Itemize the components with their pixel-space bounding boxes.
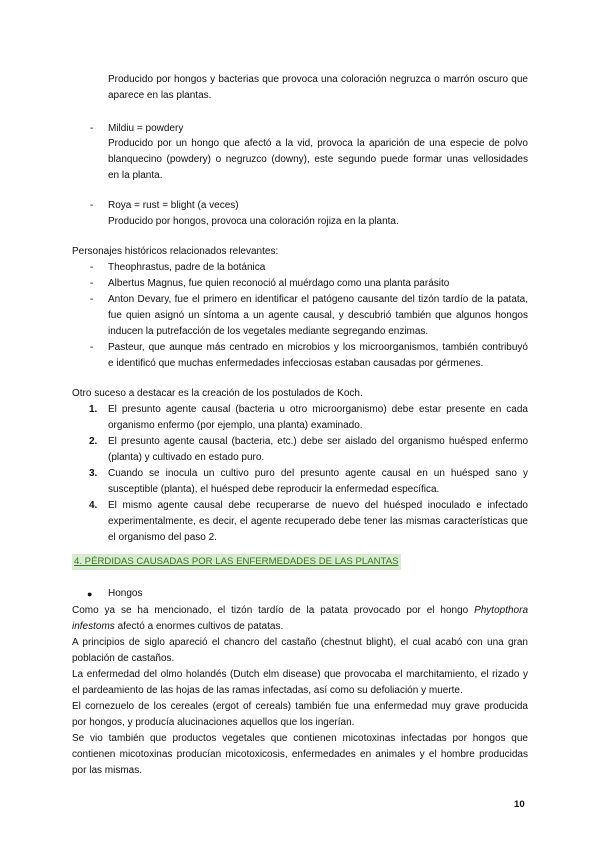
page-number: 10 [514,799,525,810]
historico-item: Pasteur, que aunque más centrado en microbios y los microorganismos, también contribuyó [108,342,528,353]
mildiu-text: Producido por un hongo que afectó a la vid, provoca la aparición de una especie de polvo [108,138,528,149]
koch-item: el organismo del paso 2. [108,532,217,543]
paragraph-line: por hongos, y producía alucinaciones aquellos que los ingerían. [72,717,355,728]
species-name: Phytopthora [474,605,529,616]
koch-item: El mismo agente causal debe recuperarse de nuevo del huésped inoculado e infectado [108,500,528,511]
historico-item: inducen la putrefacción de los vegetales mediante segregando enzimas. [108,326,429,337]
mildiu-title: Mildiu = powdery [108,123,184,134]
koch-number: 2. [89,436,98,447]
koch-item: Cuando se inocula un cultivo puro del presunto agente causal en un huésped sano y [108,468,528,479]
paragraph-line: La enfermedad del olmo holandés (Dutch elm disease) que provocaba el marchitamiento, el rizado y [72,669,528,680]
koch-number: 3. [89,468,98,479]
paragraph-line: población de castaños. [72,653,175,664]
mildiu-text: en la planta. [108,170,163,181]
koch-item: organismo enfermo (por ejemplo, una planta) examinado. [108,420,363,431]
historico-item: e identificó que muchas enfermedades infecciosas estaban causadas por gérmenes. [108,358,484,369]
koch-item: experimentalmente, es decir, el agente recuperado debe tener las mismas características que [108,516,528,527]
list-dash: - [90,294,94,305]
koch-number: 4. [89,500,98,511]
koch-number: 1. [89,404,98,415]
hongos-label: Hongos [108,588,143,599]
historico-item: fue quien asignó un síntoma a un agente causal, y descubrió también que algunos hongos [108,310,528,321]
list-dash: - [90,262,94,273]
section-heading: 4. PÉRDIDAS CAUSADAS POR LAS ENFERMEDADES DE LAS PLANTAS [72,554,401,570]
roya-title: Roya = rust = blight (a veces) [108,200,239,211]
list-dash: - [90,342,94,353]
bullet-icon: ● [87,589,93,599]
historico-item: Albertus Magnus, fue quien reconoció al muérdago como una planta parásito [108,278,450,289]
roya-text: Producido por hongos, provoca una coloración rojiza en la planta. [108,216,399,227]
list-dash: - [90,123,94,134]
koch-item: El presunto agente causal (bacteria u otro microorganismo) debe estar presente en cada [108,404,528,415]
intro-text: aparece en las plantas. [108,90,212,101]
intro-text: Producido por hongos y bacterias que provoca una coloración negruzca o marrón oscuro que [108,74,528,85]
historico-item: Theophrastus, padre de la botánica [108,262,266,273]
koch-item: susceptible (planta), el huésped debe reproducir la enfermedad específica. [108,484,440,495]
paragraph-line: A principios de siglo apareció el chancro del castaño (chestnut blight), el cual acabó con una gran [72,637,528,648]
koch-heading: Otro suceso a destacar es la creación de los postulados de Koch. [72,388,363,399]
paragraph-line: por las mismas. [72,765,143,776]
list-dash: - [90,200,94,211]
paragraph-line: Se vio también que productos vegetales que contienen micotoxinas infectadas por hongos que [72,733,528,744]
koch-item: El presunto agente causal (bacteria, etc.) debe ser aislado del organismo huésped enfermo [108,436,528,447]
paragraph-line: El cornezuelo de los cereales (ergot of cereals) también fue una enfermedad muy grave producida [72,701,528,712]
historicos-heading: Personajes históricos relacionados relevantes: [72,246,279,257]
mildiu-text: blanquecino (powdery) o negruzco (downy), este segundo puede formar unas vellosidades [108,154,528,165]
koch-item: (planta) y cultivado en estado puro. [108,452,265,463]
paragraph-line: contienen micotoxinas producían micotoxicosis, enfermedades en animales y el hombre producidas [72,749,528,760]
paragraph-line: el pardeamiento de las hojas de las ramas infectadas, así como su defoliación y muerte. [72,685,463,696]
paragraph-line: Como ya se ha mencionado, el tizón tardío de la patata provocado por el hongo Phytopthora [72,605,529,616]
species-name: infestoms [72,621,115,632]
historico-item: Anton Devary, fue el primero en identificar el patógeno causante del tizón tardío de la patata, [108,294,528,305]
list-dash: - [90,278,94,289]
paragraph-line: infestoms afectó a enormes cultivos de patatas. [72,621,284,632]
